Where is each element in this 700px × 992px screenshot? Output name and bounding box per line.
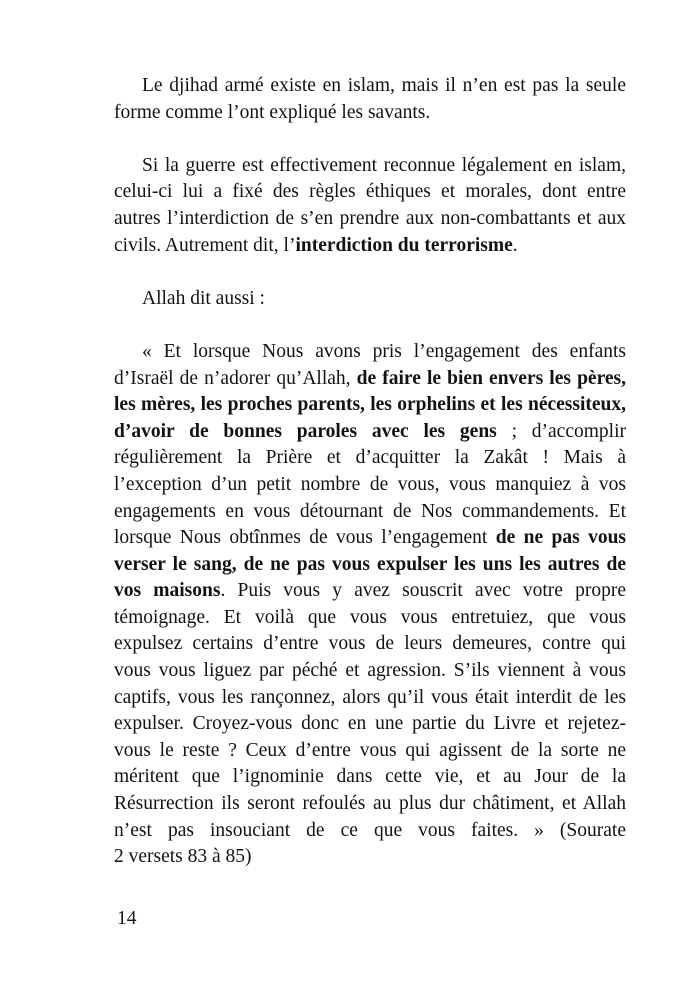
- text-run: Si la guerre est effectivement reconnue légalement en islam,: [142, 154, 626, 176]
- text-line: [114, 844, 626, 871]
- text-line: [114, 525, 626, 552]
- text-run: Le djihad armé existe en islam, mais il n’en est pas la seule: [142, 75, 626, 96]
- page-number: 14: [117, 908, 137, 929]
- paragraph: [114, 339, 626, 871]
- text-line: [114, 73, 626, 100]
- text-line: [114, 392, 626, 419]
- text-line: [114, 100, 626, 127]
- text-line: [114, 711, 626, 738]
- bold-text-run: les mères, les proches parents, les orphelins et les nécessiteux,: [114, 394, 626, 416]
- text-line: [114, 605, 626, 632]
- text-line: [114, 658, 626, 685]
- text-run: . Puis vous y avez souscrit avec votre propre: [220, 580, 626, 602]
- text-run: expulser. Croyez-vous donc en une partie du Livre et rejetez-: [114, 713, 626, 735]
- text-line: [114, 339, 626, 366]
- text-line: [114, 631, 626, 658]
- text-run: témoignage. Et voilà que vous vous entretuiez, que vous: [114, 606, 626, 628]
- text-run: « Et lorsque Nous avons pris l’engagement des enfants: [142, 340, 626, 362]
- text-line: [114, 685, 626, 712]
- text-line: [114, 286, 626, 313]
- text-run: captifs, vous les rançonnez, alors qu’il vous était interdit de les: [114, 686, 626, 708]
- text-run: 2 versets 83 à 85): [114, 846, 252, 868]
- bold-text-run: de ne pas vous: [495, 527, 626, 549]
- text-run: civils. Autrement dit, l’: [114, 234, 296, 256]
- bold-text-run: vos maisons: [114, 580, 221, 602]
- text-run: Résurrection ils seront refoulés au plus dur châtiment, et Allah: [114, 793, 626, 815]
- text-line: [114, 791, 626, 818]
- bold-text-run: d’avoir de bonnes paroles avec les gens: [114, 420, 497, 442]
- text-line: [114, 445, 626, 472]
- text-line: [114, 419, 626, 446]
- text-line: [114, 738, 626, 765]
- text-line: [114, 206, 626, 233]
- text-line: [114, 552, 626, 579]
- text-line: [114, 366, 626, 393]
- text-line: [114, 764, 626, 791]
- text-run: régulièrement la Prière et d’acquitter la Zakât ! Mais à: [114, 447, 626, 469]
- text-line: [114, 472, 626, 499]
- text-run: vous le reste ? Ceux d’entre vous qui agissent de la sorte ne: [114, 739, 626, 761]
- text-line: [114, 153, 626, 180]
- text-run: .: [512, 234, 518, 256]
- bold-text-run: interdiction du terrorisme: [295, 234, 513, 256]
- text-line: [114, 179, 626, 206]
- paragraph: [114, 153, 626, 259]
- text-run: Allah dit aussi :: [142, 287, 265, 309]
- text-line: [114, 578, 626, 605]
- text-run: d’Israël de n’adorer qu’Allah,: [114, 367, 357, 389]
- text-run: méritent que l’ignominie dans cette vie, et au Jour de la: [114, 766, 626, 788]
- text-run: lorsque Nous obtînmes de vous l’engagement: [114, 527, 496, 549]
- text-block: [114, 73, 626, 897]
- text-line: [114, 499, 626, 526]
- text-run: engagements en vous détournant de Nos commandements. Et: [114, 500, 626, 522]
- text-line: [114, 818, 626, 845]
- text-run: forme comme l’ont expliqué les savants.: [114, 101, 431, 123]
- text-run: l’exception d’un petit nombre de vous, vous manquiez à vos: [114, 473, 626, 495]
- text-run: n’est pas insouciant de ce que vous faites. » (Sourate: [114, 819, 626, 841]
- paragraph: [114, 73, 626, 126]
- text-run: celui-ci lui a fixé des règles éthiques et morales, dont entre: [114, 181, 626, 203]
- bold-text-run: de faire le bien envers les pères,: [356, 367, 627, 389]
- bold-text-run: verser le sang, de ne pas vous expulser les uns les autres de: [114, 553, 626, 575]
- text-run: expulsez certains d’entre vous de leurs demeures, contre qui: [114, 633, 626, 655]
- text-line: [114, 233, 626, 260]
- paragraph: [114, 286, 626, 313]
- text-run: vous vous liguez par péché et agression. S’ils viennent à vous: [114, 660, 626, 682]
- text-run: ; d’accomplir: [496, 420, 626, 442]
- text-run: autres l’interdiction de s’en prendre aux non-combattants et aux: [114, 207, 626, 229]
